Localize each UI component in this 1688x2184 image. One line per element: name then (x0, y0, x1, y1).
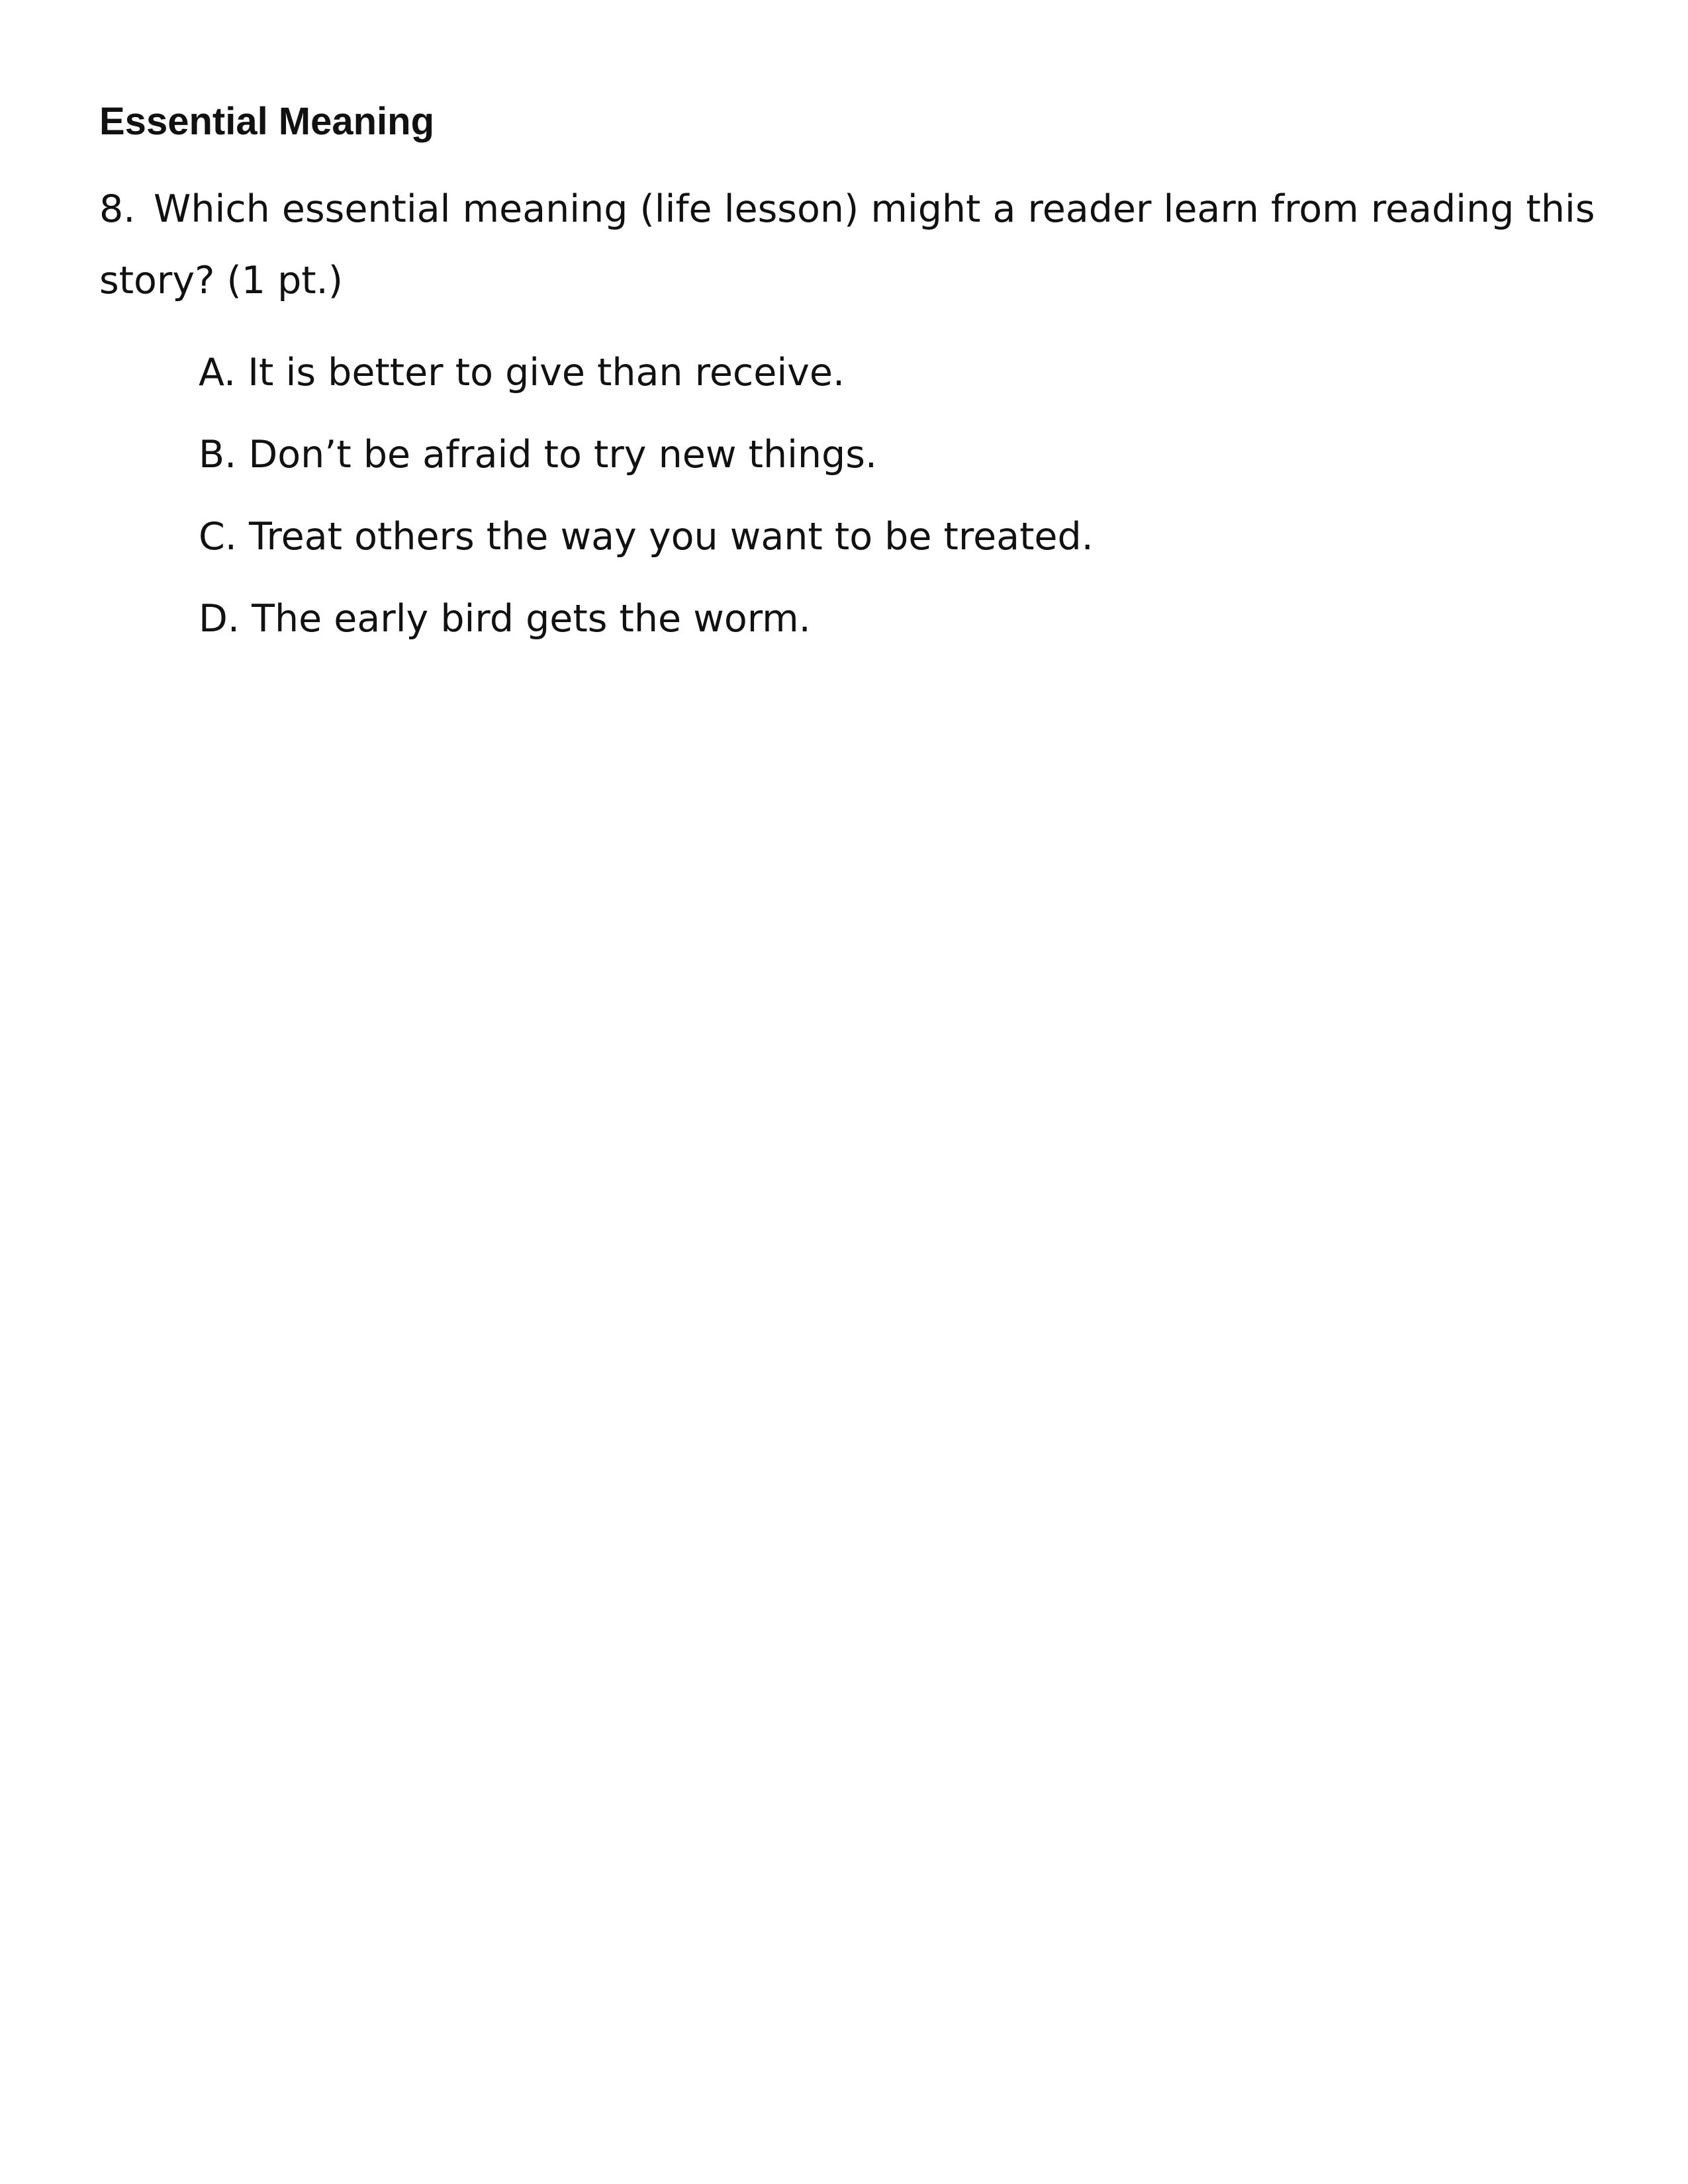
answer-choices (199, 343, 1094, 671)
choice-a: A. It is better to give than receive. (199, 351, 845, 394)
section-heading: Essential Meaning (99, 100, 435, 143)
question-8 (99, 173, 1595, 316)
question-text: Which essential meaning (life lesson) might a reader learn from reading this story? (1 pt.) (99, 187, 1595, 302)
choice-b: B. Don’t be afraid to try new things. (199, 433, 878, 477)
choice-c: C. Treat others the way you want to be treated. (199, 515, 1094, 559)
choice-d: D. The early bird gets the worm. (199, 597, 811, 641)
question-number: 8. (99, 187, 136, 231)
